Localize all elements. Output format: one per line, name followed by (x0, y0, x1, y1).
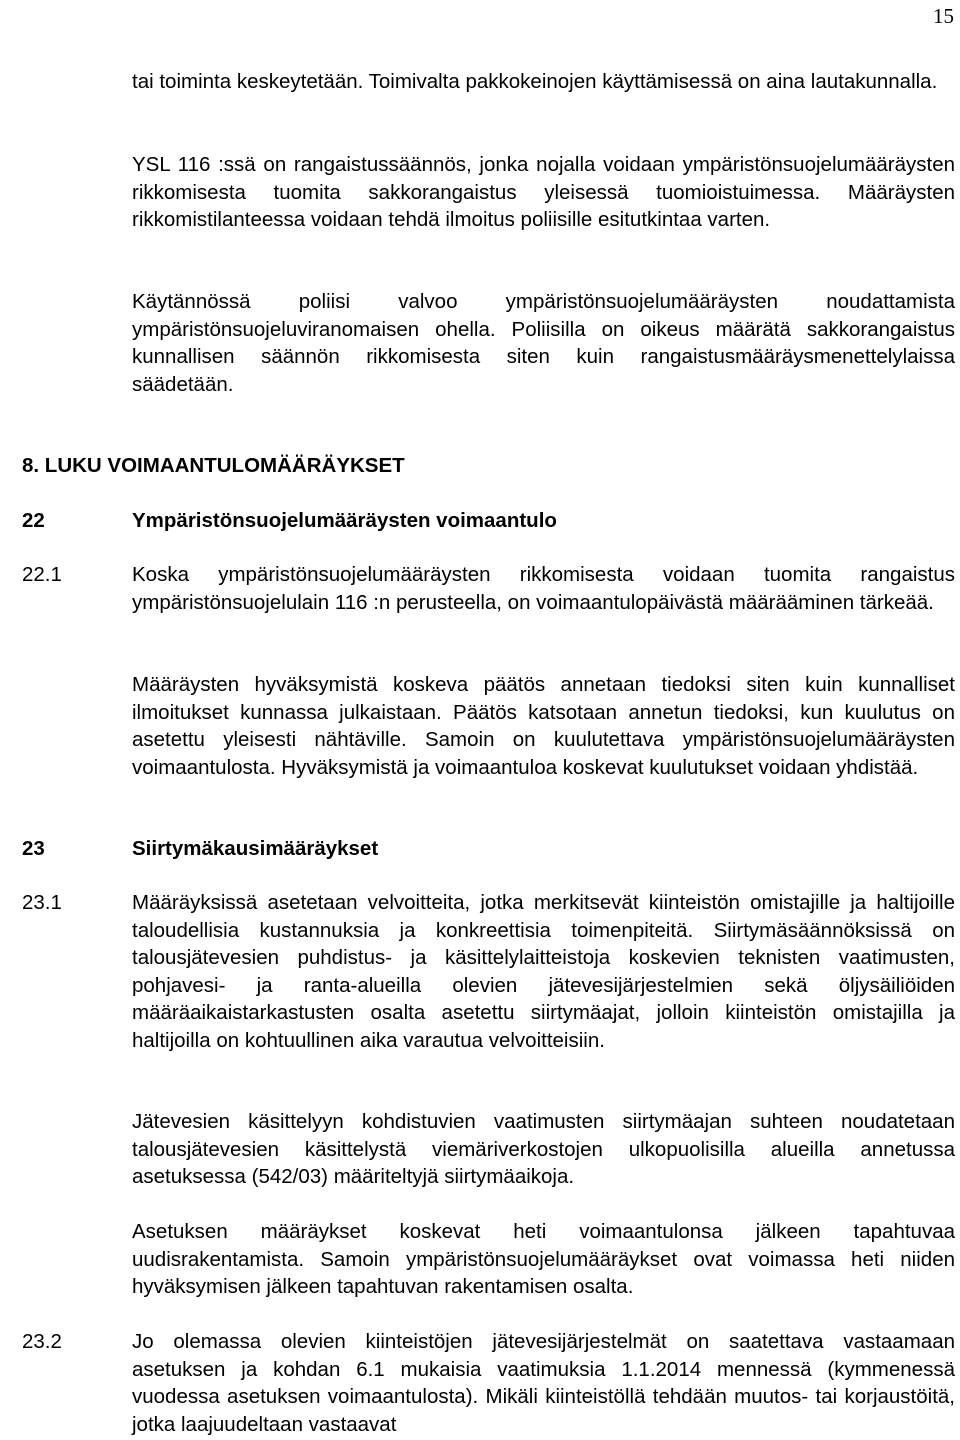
paragraph-22-1-entry-into-force: Koska ympäristönsuojelumääräysten rikkomisesta voidaan tuomita rangaistus ympäristönsuojelulain 116 :n perusteella, on voimaantulopäivästä määrääminen tärkeää. (132, 563, 955, 614)
subsection-22-1-number: 22.1 (22, 563, 62, 586)
paragraph-police-supervision: Käytännössä poliisi valvoo ympäristönsuojelumääräysten noudattamista ympäristönsuojeluviranomaisen ohella. Poliisilla on oikeus määrätä sakkorangaistus kunnallisen säännön rikkomisesta siten kuin rangaistusmääräysmenettelylaissa säädetään. (132, 290, 955, 396)
paragraph-23-2-existing-properties: Jo olemassa olevien kiinteistöjen jätevesijärjestelmät on saatettava vastaamaan asetuksen ja kohdan 6.1 mukaisia vaatimuksia 1.1.2014 mennessä (kymmenessä vuodessa asetuksen voimaantulosta). Mikäli kiinteistöllä tehdään muutos- tai korjaustöitä, jotka laajuudeltaan vastaavat (132, 1330, 955, 1436)
subsection-23-1-number: 23.1 (22, 891, 62, 914)
subsection-23-2-number: 23.2 (22, 1330, 62, 1353)
paragraph-23-1-obligations: Määräyksissä asetetaan velvoitteita, jotka merkitsevät kiinteistön omistajille ja haltijoille taloudellisia kustannuksia ja konkreettisia toimenpiteitä. Siirtymäsäännöksissä on talousjätevesien puhdistus- ja käsittelylaitteistoja koskevien teknisten vaatimusten, pohjavesi- ja ranta-alueilla olevien jätevesijärjestelmien sekä öljysäiliöiden määräaikaistarkastusten osalta asetettu siirtymäajat, jolloin kiinteistön omistajilla ja haltijoilla on kohtuullinen aika varautua velvoitteisiin. (132, 891, 955, 1052)
section-23-title: Siirtymäkausimääräykset (132, 837, 379, 860)
chapter-heading: 8. LUKU VOIMAANTULOMÄÄRÄYKSET (22, 454, 405, 477)
section-22-number: 22 (22, 509, 45, 532)
paragraph-22-1-publication: Määräysten hyväksymistä koskeva päätös annetaan tiedoksi siten kuin kunnalliset ilmoitukset kunnassa julkaistaan. Päätös katsotaan annetun tiedoksi, kun kuulutus on asetettu yleisesti nähtäville. Samoin on kuulutettava ympäristönsuojelumääräysten voimaantulosta. Hyväksymistä ja voimaantuloa koskevat kuulutukset voidaan yhdistää. (132, 673, 955, 779)
section-23-number: 23 (22, 837, 45, 860)
paragraph-ysl-116-penalty: YSL 116 :ssä on rangaistussäännös, jonka nojalla voidaan ympäristönsuojelumääräysten rikkomisesta tuomita sakkorangaistus yleisessä tuomioistuimessa. Määräysten rikkomistilanteessa voidaan tehdä ilmoitus poliisille esitutkintaa varten. (132, 153, 955, 231)
section-22-title: Ympäristönsuojelumääräysten voimaantulo (132, 509, 557, 532)
paragraph-enforcement-authority: tai toiminta keskeytetään. Toimivalta pakkokeinojen käyttämisessä on aina lautakunnalla. (132, 70, 938, 93)
paragraph-23-1-wastewater-transition: Jätevesien käsittelyyn kohdistuvien vaatimusten siirtymäajan suhteen noudatetaan talousjätevesien käsittelystä viemäriverkostojen ulkopuolisilla alueilla annetussa asetuksessa (542/03) määriteltyjä siirtymäaikoja. (132, 1110, 955, 1188)
paragraph-23-1-new-construction: Asetuksen määräykset koskevat heti voimaantulonsa jälkeen tapahtuvaa uudisrakentamista. Samoin ympäristönsuojelumääräykset ovat voimassa heti niiden hyväksymisen jälkeen tapahtuvan rakentamisen osalta. (132, 1220, 955, 1298)
page-number: 15 (933, 4, 954, 28)
